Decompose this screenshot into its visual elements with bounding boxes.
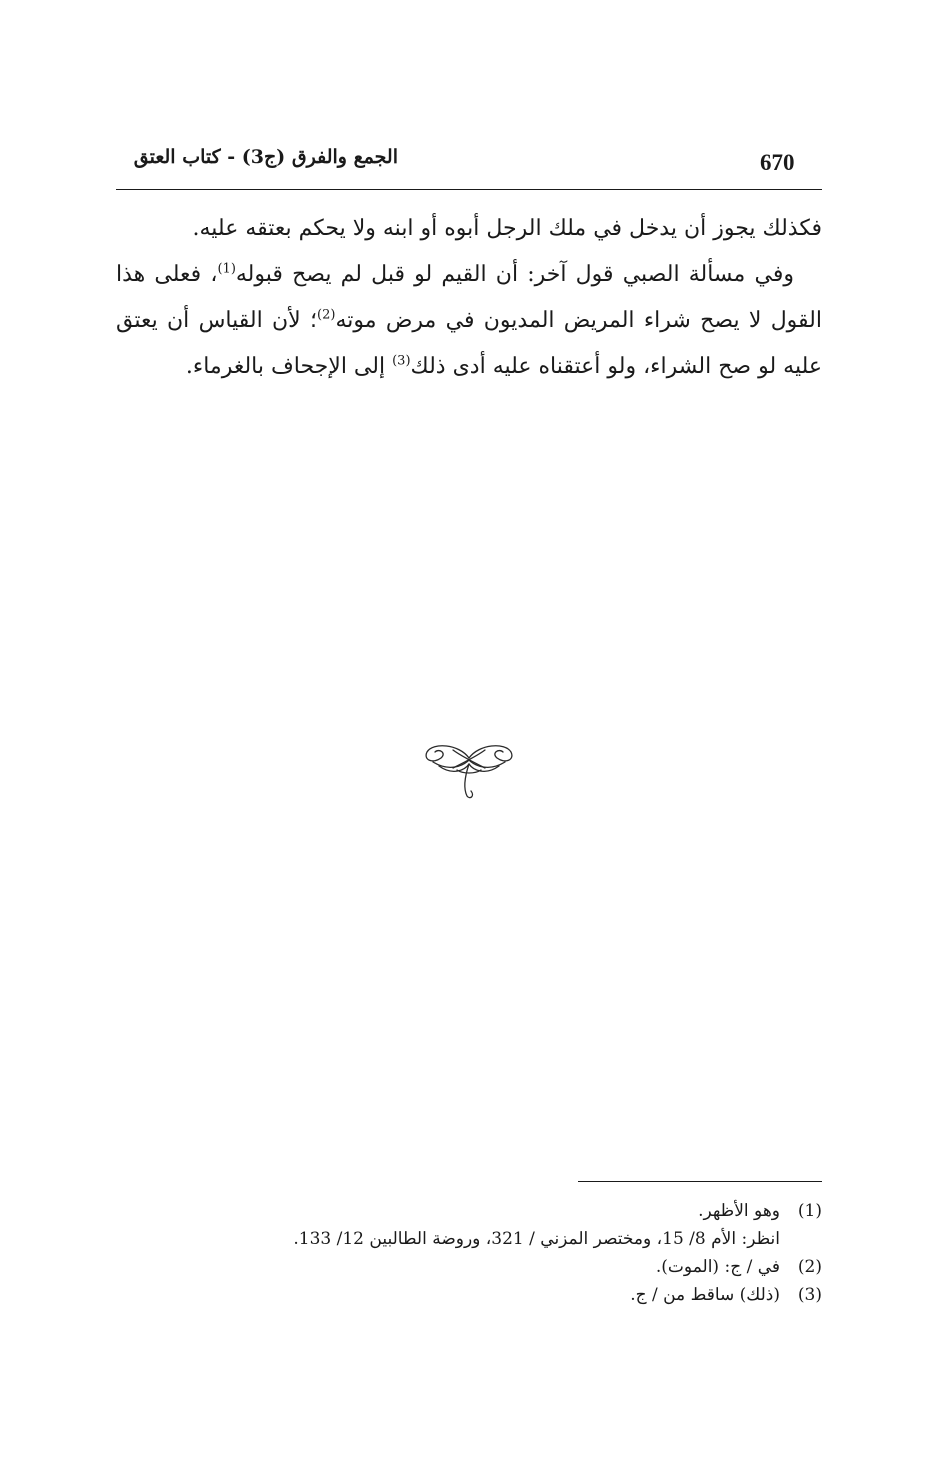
footnote-text: (ذلك) ساقط من / ج. [630,1285,780,1305]
header-divider [116,189,822,190]
footnote-ref-3[interactable]: (3) [392,353,411,369]
footnote-3 [116,1281,822,1309]
footnote-2 [116,1253,822,1281]
footnote-number: (2) [797,1257,822,1277]
paragraph-2-part-3: ؛ لأن القياس أن يعتق عليه لو صح الشراء، ولو أعتقناه عليه أدى ذلك [116,308,822,379]
paragraph-2 [116,252,822,390]
main-text [116,206,822,390]
footnotes [116,1197,822,1309]
footnote-ref-2[interactable]: (2) [317,307,336,323]
paragraph-1: فكذلك يجوز أن يدخل في ملك الرجل أبوه أو ابنه ولا يحكم بعتقه عليه. [192,216,822,241]
footnote-divider [578,1181,822,1182]
paragraph-2-part-1: وفي مسألة الصبي قول آخر: أن القيم لو قبل لم يصح قبوله [235,262,794,287]
footnote-1-continuation [116,1225,822,1253]
calligraphic-flourish-icon [419,736,519,804]
footnote-ref-1[interactable]: (1) [217,261,236,277]
running-title: الجمع والفرق (ج3) - كتاب العتق [133,146,398,168]
footnote-text: في / ج: (الموت). [655,1257,780,1277]
paragraph-2-part-4: إلى الإجحاف بالغرماء. [185,354,393,379]
paragraph-2-part-2: ، فعلى هذا القول لا يصح شراء المريض المديون في مرض موته [116,262,822,333]
footnote-number: (1) [797,1201,822,1221]
footnote-text: وهو الأظهر. [698,1201,780,1221]
footnote-1 [116,1197,822,1225]
footnote-number: (3) [797,1285,822,1305]
footnote-text: انظر: الأم 8/ 15، ومختصر المزني / 321، وروضة الطالبين 12/ 133. [293,1229,780,1249]
page-number: 670 [760,150,795,175]
